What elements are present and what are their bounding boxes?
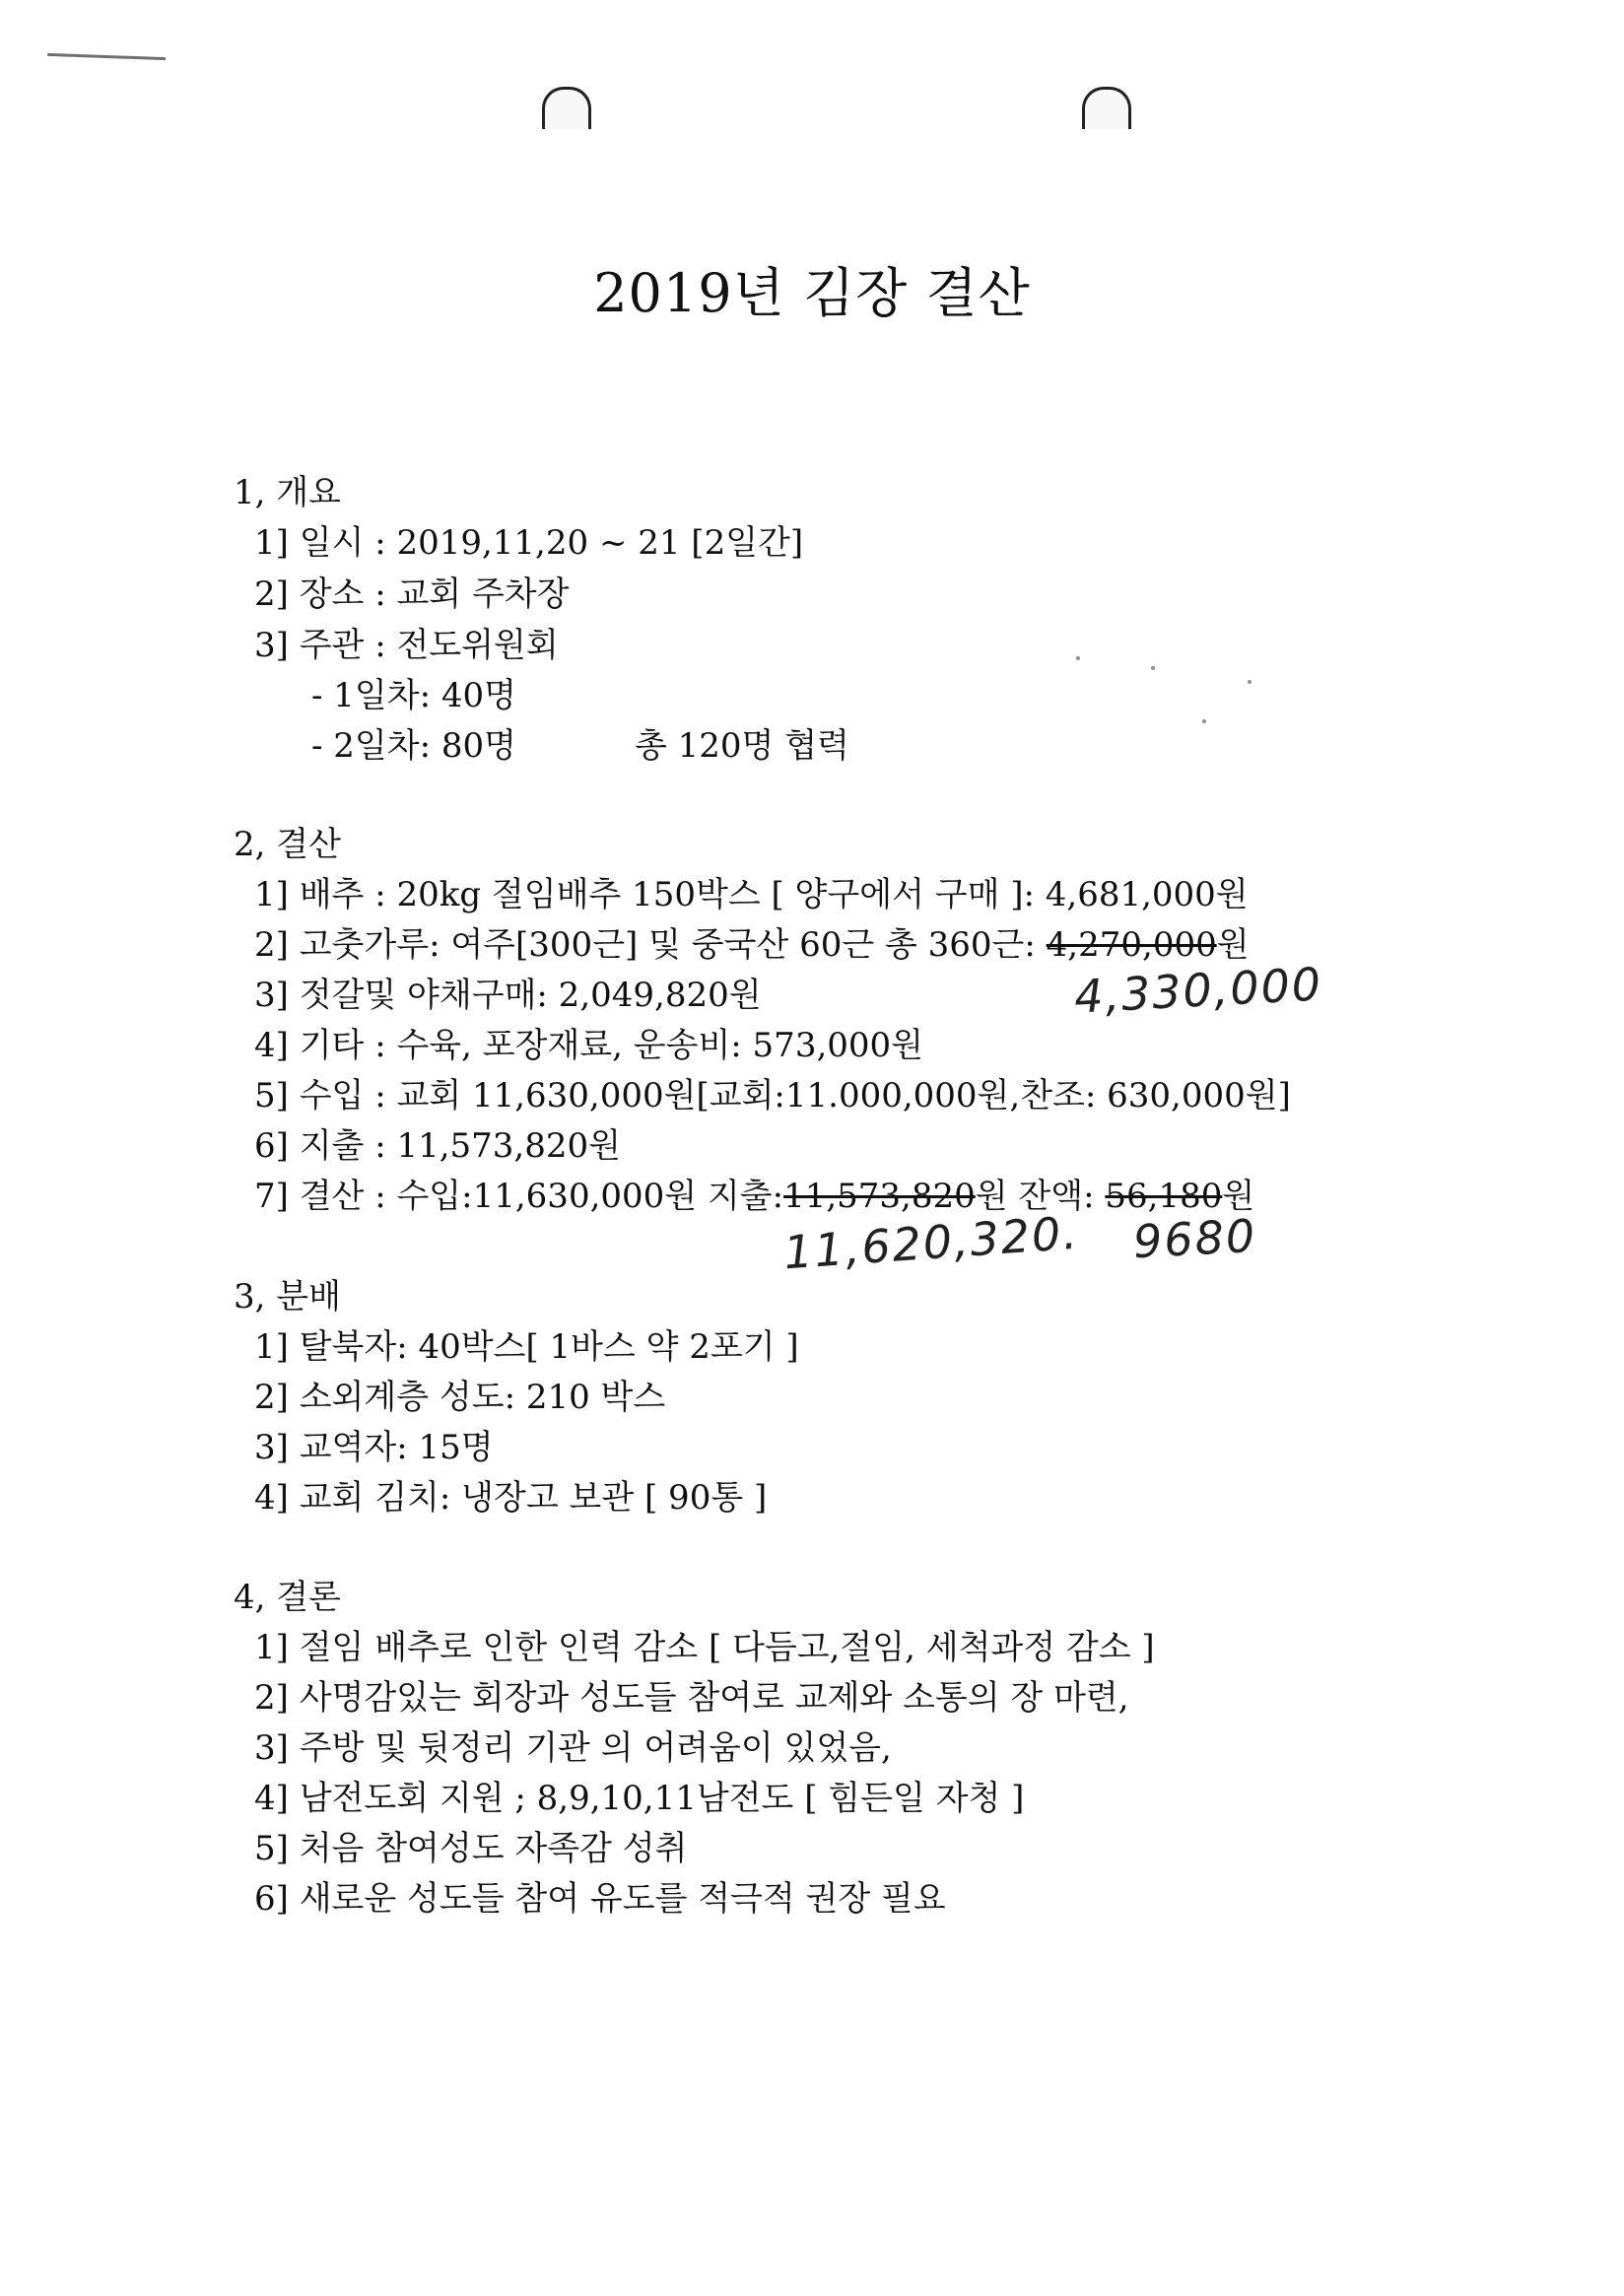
overview-item: 1] 일시 : 2019,11,20 ~ 21 [2일간] (254, 523, 804, 563)
scan-speck (1076, 656, 1080, 660)
subitem-text: - 1일차: 40명 (311, 676, 516, 715)
settlement-item: 4] 기타 : 수육, 포장재료, 운송비: 573,000원 (254, 1026, 923, 1065)
conclusion-item: 2] 사명감있는 회장과 성도들 참여로 교제와 소통의 장 마련, (254, 1678, 1129, 1718)
settlement-item-result (254, 1169, 1254, 1217)
punch-hole-left (542, 87, 591, 129)
overview-subitem (311, 718, 849, 767)
handwritten-expense-total: 11,620,320. (781, 1205, 1081, 1280)
overview-item: 3] 주관 : 전도위원회 (254, 626, 559, 665)
overview-item: 2] 장소 : 교회 주차장 (254, 574, 570, 614)
result-suffix: 원 (1222, 1177, 1255, 1216)
conclusion-item: 4] 남전도회 지원 ; 8,9,10,11남전도 [ 힘든일 자청 ] (254, 1779, 1025, 1818)
pen-mark (47, 53, 166, 66)
scan-speck (1248, 680, 1252, 684)
conclusion-item: 6] 새로운 성도들 참여 유도를 적극적 권장 필요 (254, 1879, 946, 1919)
settlement-item: 5] 수입 : 교회 11,630,000원[교회:11.000,000원,찬조: 630,000원] (254, 1076, 1291, 1115)
result-prefix: 7] 결산 : 수입:11,630,000원 지출: (254, 1177, 784, 1216)
overview-subitem (311, 668, 516, 716)
conclusion-item: 1] 절임 배추로 인한 인력 감소 [ 다듬고,절임, 세척과정 감소 ] (254, 1628, 1155, 1667)
distribution-item: 4] 교회 김치: 냉장고 보관 [ 90통 ] (254, 1478, 768, 1518)
document-title: 2019년 김장 결산 (593, 262, 1031, 324)
balance-struck: 56,180 (1105, 1177, 1223, 1216)
expense-struck: 11,573,820 (783, 1177, 976, 1216)
section-heading-overview: 1, 개요 (234, 473, 341, 512)
conclusion-item: 3] 주방 및 뒷정리 기관 의 어려움이 있었음, (254, 1728, 892, 1768)
handwritten-chili-total: 4,330,000 (1072, 957, 1324, 1024)
scan-speck (1151, 666, 1155, 670)
distribution-item: 1] 탈북자: 40박스[ 1바스 약 2포기 ] (254, 1327, 799, 1367)
conclusion-item: 5] 처음 참여성도 자족감 성취 (254, 1829, 688, 1868)
chili-prefix: 2] 고춧가루: 여주[300근] 및 중국산 60근 총 360근: (254, 925, 1047, 965)
chili-suffix: 원 (1216, 925, 1250, 965)
settlement-item: 3] 젓갈및 야채구매: 2,049,820원 (254, 976, 762, 1015)
section-heading-conclusion: 4, 결론 (234, 1578, 341, 1617)
section-heading-settlement: 2, 결산 (234, 825, 341, 864)
chili-struck-amount: 4,270,000 (1046, 925, 1217, 965)
handwritten-balance: 9680 (1131, 1208, 1258, 1269)
settlement-item-chili (254, 917, 1250, 966)
settlement-item: 6] 지출 : 11,573,820원 (254, 1126, 621, 1166)
total-helpers: 총 120명 협력 (635, 726, 849, 766)
result-mid: 원 잔액: (975, 1177, 1106, 1216)
distribution-item: 3] 교역자: 15명 (254, 1428, 494, 1467)
subitem-text: - 2일차: 80명 (311, 726, 516, 766)
scan-speck (1202, 719, 1206, 723)
distribution-item: 2] 소외계층 성도: 210 박스 (254, 1378, 666, 1417)
settlement-item: 1] 배추 : 20kg 절임배추 150박스 [ 양구에서 구매 ]: 4,681,000원 (254, 875, 1249, 914)
section-heading-distribution: 3, 분배 (234, 1277, 341, 1317)
punch-hole-right (1082, 87, 1131, 129)
